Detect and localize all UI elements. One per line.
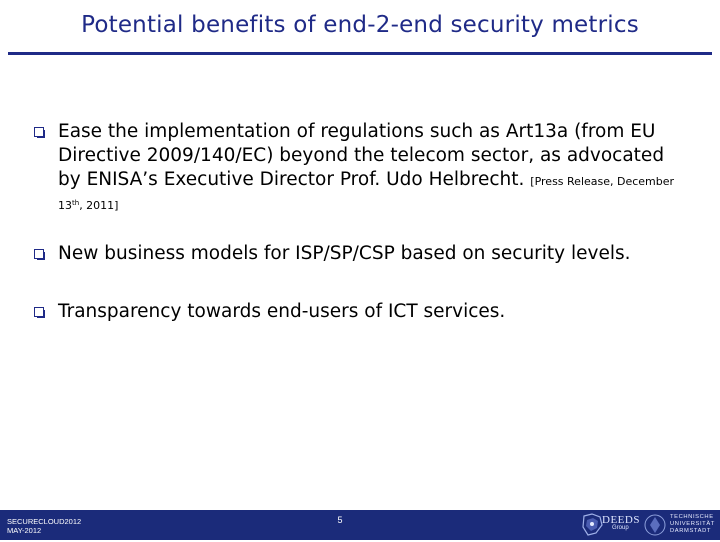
footer-bar bbox=[0, 510, 720, 540]
page-number: 5 bbox=[337, 515, 343, 525]
deeds-logo-text: DEEDS bbox=[602, 514, 640, 526]
footer-text bbox=[7, 517, 81, 535]
note-superscript: th bbox=[72, 199, 80, 207]
bullet-text: New business models for ISP/SP/CSP based on security levels. bbox=[58, 243, 631, 264]
footer-event: SECURECLOUD2012 bbox=[7, 517, 82, 526]
bullet-text: Ease the implementation of regulations such as Art13a (from EU Directive 2009/140/EC) beyond the telecom sector, as advocated by ENISA’s Executive Director Prof. Udo Helbrecht. bbox=[58, 121, 665, 190]
tud-line: DARMSTADT bbox=[670, 528, 712, 534]
footer-date: MAY-2012 bbox=[7, 526, 42, 535]
note-prefix: [Press Release, December 13 bbox=[58, 175, 675, 212]
bullet-item bbox=[34, 120, 684, 210]
tud-line: TECHNISCHE bbox=[670, 514, 714, 520]
tu-darmstadt-text bbox=[670, 514, 715, 535]
slide-title: Potential benefits of end-2-end security metrics bbox=[81, 12, 639, 38]
bullet-item bbox=[34, 242, 631, 266]
bullet-list bbox=[34, 120, 684, 322]
bullet-text: Transparency towards end-users of ICT services. bbox=[58, 301, 506, 322]
checkbox-bullet-icon bbox=[34, 249, 44, 259]
note-suffix: , 2011] bbox=[79, 199, 119, 212]
deeds-emblem-icon bbox=[582, 513, 604, 537]
checkbox-bullet-icon bbox=[34, 127, 44, 137]
bullet-item bbox=[34, 300, 505, 324]
tu-darmstadt-logo bbox=[644, 512, 720, 538]
tud-line: UNIVERSITÄT bbox=[670, 521, 715, 527]
university-seal-icon bbox=[644, 512, 666, 538]
deeds-group-logo bbox=[582, 513, 638, 537]
checkbox-bullet-icon bbox=[34, 307, 44, 317]
title-underline bbox=[8, 52, 712, 55]
deeds-logo-subtext: Group bbox=[612, 525, 629, 531]
